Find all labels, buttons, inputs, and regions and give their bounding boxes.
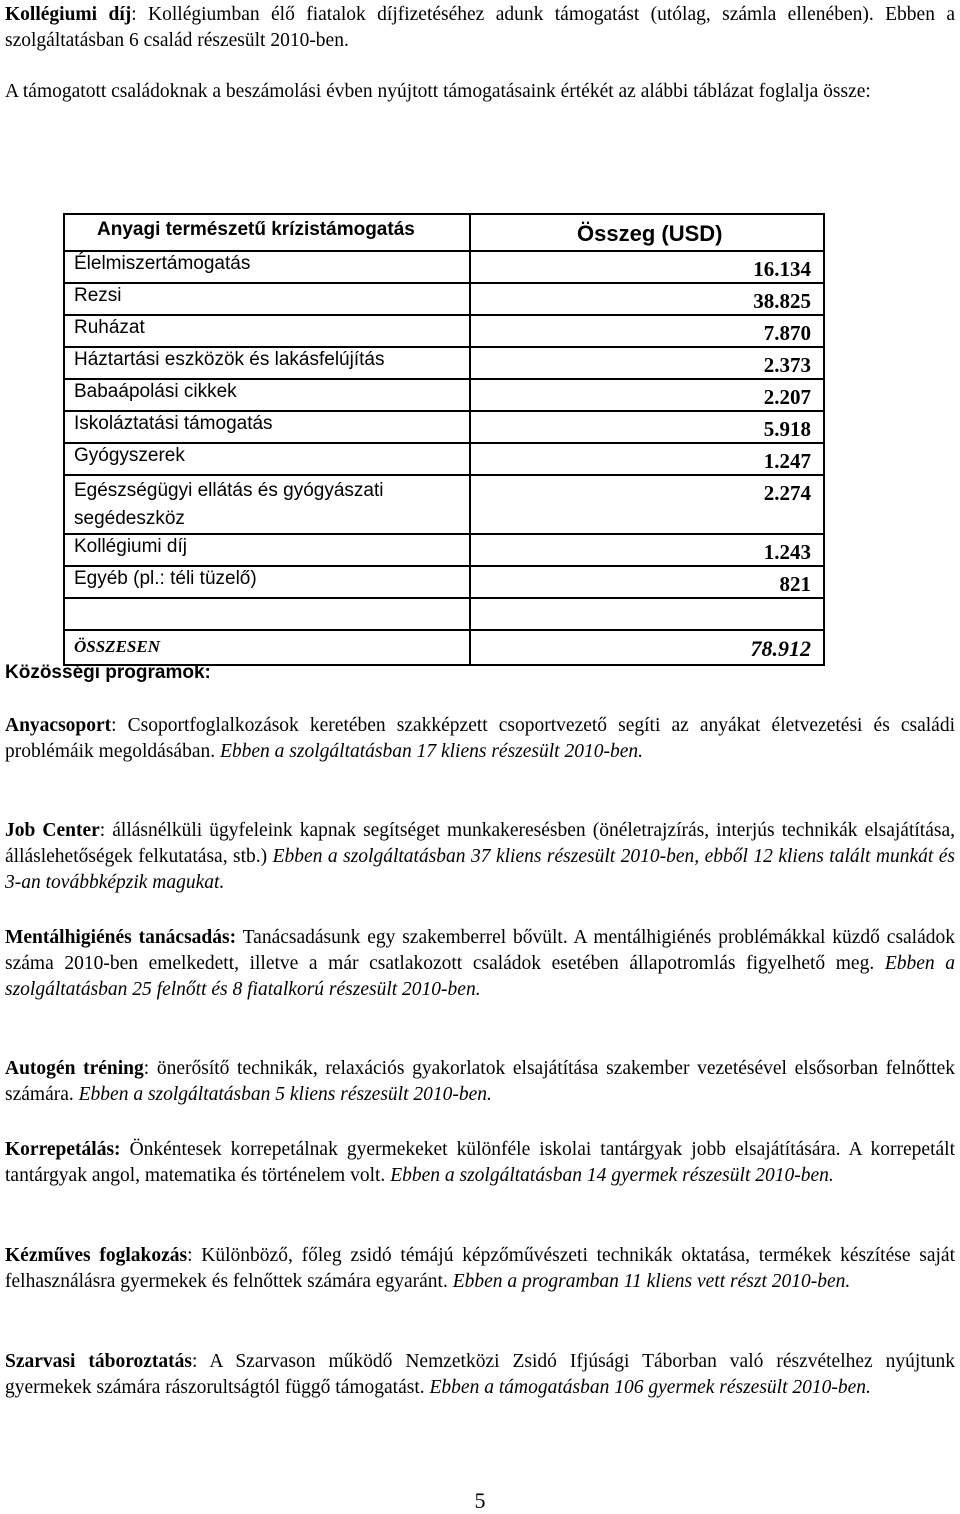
kollegiumi-italic: Ebben a szolgáltatásban 6 család részesült 2010-ben. xyxy=(5,4,955,51)
row-value: 1.247 xyxy=(470,443,824,475)
program-italic: Ebben a szolgáltatásban 25 felnőtt és 8 fiatalkorú részesült 2010-ben. xyxy=(5,953,955,1000)
table-row xyxy=(64,379,824,411)
row-value: 2.373 xyxy=(470,347,824,379)
row-label: Ruházat xyxy=(64,315,470,347)
program-text: Különböző, főleg zsidó témájú képzőművészeti technikák oktatása, termékek készítése saját felhasználásra gyermekek és felnőttek számára egyaránt. xyxy=(5,1245,955,1292)
empty-cell xyxy=(64,598,470,630)
row-label: Babaápolási cikkek xyxy=(64,379,470,411)
table-total-row xyxy=(64,630,824,665)
program-name: Anyacsoport xyxy=(5,715,112,736)
program-text: önerősítő technikák, relaxációs gyakorlatok elsajátítása szakember vezetésével elsősorban felnőttek számára. xyxy=(5,1058,955,1105)
program-italic: Ebben a szolgáltatásban 17 kliens részesült 2010-ben. xyxy=(219,741,643,762)
program-job-center xyxy=(5,818,955,896)
table-empty-row xyxy=(64,598,824,630)
support-table xyxy=(63,213,825,666)
row-label: Gyógyszerek xyxy=(64,443,470,475)
program-kezmuves xyxy=(5,1243,955,1295)
program-name: Kézműves foglakozás xyxy=(5,1245,188,1266)
table-header-row xyxy=(64,214,824,251)
program-sep: : xyxy=(111,715,128,736)
table-header-amount: Összeg (USD) xyxy=(470,214,824,251)
table-row xyxy=(64,347,824,379)
row-value: 1.243 xyxy=(470,534,824,566)
table-row xyxy=(64,251,824,283)
table-row xyxy=(64,475,824,534)
program-italic: Ebben a szolgáltatásban 5 kliens részesült 2010-ben. xyxy=(78,1084,492,1105)
row-value: 38.825 xyxy=(470,283,824,315)
program-text: Önkéntesek korrepetálnak gyermekeket különféle iskolai tantárgyak jobb elsajátítására. A korrepetált tantárgyak angol, matematika és történelem volt. xyxy=(5,1139,955,1186)
program-sep xyxy=(121,1139,130,1160)
empty-cell xyxy=(470,598,824,630)
program-sep: : xyxy=(192,1351,210,1372)
program-name: Mentálhigiénés tanácsadás: xyxy=(5,927,237,948)
row-label: Élelmiszertámogatás xyxy=(64,251,470,283)
table-row xyxy=(64,443,824,475)
program-italic: Ebben a szolgáltatásban 37 kliens részesült 2010-ben, ebből 12 kliens talált munkát és 3-an továbbképzik magukat. xyxy=(5,846,956,893)
table-header-category: Anyagi természetű krízistámogatás xyxy=(64,214,470,251)
page-number: 5 xyxy=(474,1488,486,1513)
program-text: Tanácsadásunk egy szakemberrel bővült. A mentálhigiénés problémákkal küzdő családok száma 2010-ben emelkedett, illetve a már csatlakozott családok esetében állapotromlás figyelhető meg. xyxy=(5,927,956,974)
section-title: Közösségi programok: xyxy=(5,662,211,683)
program-italic: Ebben a programban 11 kliens vett részt 2010-ben. xyxy=(452,1271,851,1292)
program-name: Job Center xyxy=(5,820,100,841)
table-row xyxy=(64,566,824,598)
row-value: 7.870 xyxy=(470,315,824,347)
row-label: Háztartási eszközök és lakásfelújítás xyxy=(64,347,470,379)
table-row xyxy=(64,315,824,347)
row-value: 5.918 xyxy=(470,411,824,443)
program-sep: : xyxy=(143,1058,157,1079)
program-italic: Ebben a támogatásban 106 gyermek részesült 2010-ben. xyxy=(429,1377,871,1398)
row-value: 2.207 xyxy=(470,379,824,411)
row-value: 821 xyxy=(470,566,824,598)
row-value: 16.134 xyxy=(470,251,824,283)
program-mentalhigienes xyxy=(5,925,955,1003)
program-korrepetalas xyxy=(5,1137,955,1189)
table-row xyxy=(64,534,824,566)
program-autogen xyxy=(5,1056,955,1108)
total-value: 78.912 xyxy=(470,630,824,665)
kollegiumi-label: Kollégiumi díj xyxy=(5,4,132,25)
row-label: Egészségügyi ellátás és gyógyászati segédeszköz xyxy=(64,475,470,534)
program-name: Szarvasi táboroztatás xyxy=(5,1351,193,1372)
table-row xyxy=(64,283,824,315)
program-text: állásnélküli ügyfeleink kapnak segítséget munkakeresésben (önéletrajzírás, interjús technikák elsajátítása, álláslehetőségek felkutatása, stb.) xyxy=(5,820,955,867)
program-anyacsoport xyxy=(5,713,955,765)
program-italic: Ebben a szolgáltatásban 14 gyermek részesült 2010-ben. xyxy=(390,1165,834,1186)
program-szarvasi xyxy=(5,1349,955,1401)
program-text: Csoportfoglalkozások keretében szakképzett csoportvezető segíti az anyákat életvezetési és családi problémáik megoldásában. xyxy=(5,715,956,762)
row-label: Kollégiumi díj xyxy=(64,534,470,566)
program-text: A Szarvason működő Nemzetközi Zsidó Ifjúsági Táborban való részvételhez nyújtunk gyermekek számára rászorultságtól függő támogatást. xyxy=(5,1351,956,1398)
row-label: Rezsi xyxy=(64,283,470,315)
kollegiumi-paragraph xyxy=(5,2,955,54)
kollegiumi-text: : Kollégiumban élő fiatalok díjfizetéséhez adunk támogatást (utólag, számla ellenében). xyxy=(131,4,874,25)
program-name: Korrepetálás: xyxy=(5,1139,121,1160)
row-value: 2.274 xyxy=(470,475,824,534)
program-name: Autogén tréning xyxy=(5,1058,144,1079)
row-label: Iskoláztatási támogatás xyxy=(64,411,470,443)
total-label: ÖSSZESEN xyxy=(64,630,470,665)
row-label: Egyéb (pl.: téli tüzelő) xyxy=(64,566,470,598)
program-sep: : xyxy=(187,1245,202,1266)
program-sep: : xyxy=(99,820,113,841)
table-row xyxy=(64,411,824,443)
summary-paragraph: A támogatott családoknak a beszámolási évben nyújtott támogatásaink értékét az alábbi táblázat foglalja össze: xyxy=(5,81,871,102)
